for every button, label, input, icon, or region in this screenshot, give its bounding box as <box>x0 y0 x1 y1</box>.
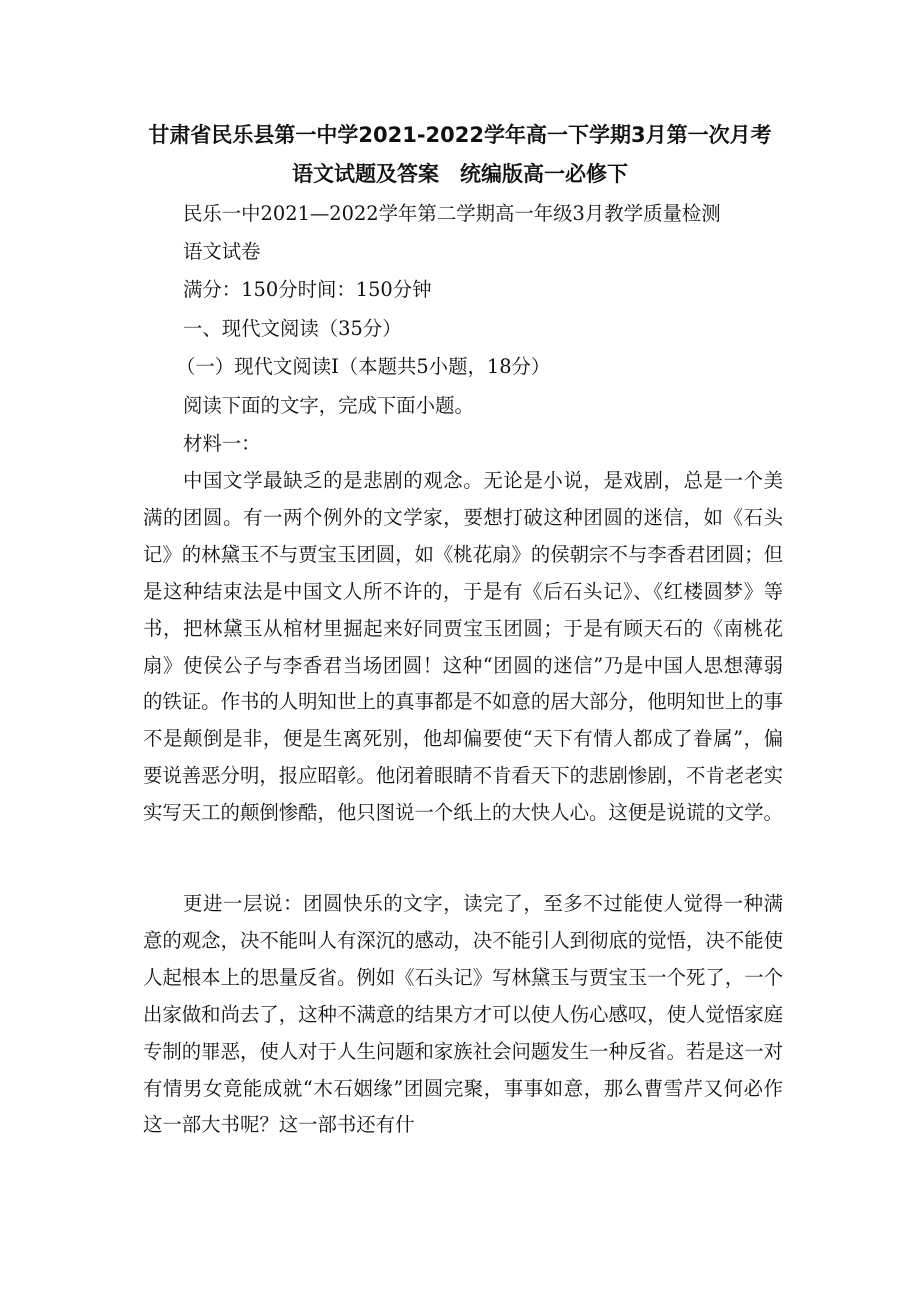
exam-subject: 语文试卷 <box>183 240 261 263</box>
material-label: 材料一： <box>183 432 261 455</box>
exam-header: 民乐一中2021—2022学年第二学期高一年级3月教学质量检测 <box>183 202 721 225</box>
document-title-line2: 语文试题及答案 统编版高一必修下 <box>292 162 628 186</box>
paragraph-1: 中国文学最缺乏的是悲剧的观念。无论是小说，是戏剧，总是一个美满的团圆。有一两个例外的文学家，要想打破这种团圆的迷信，如《石头记》的林黛玉不与贾宝玉团圆，如《桃花扇》的侯朝宗不与李香君团圆；但是这种结束法是中国文人所不许的，于是有《后石头记》、《红楼圆梦》等书，把林黛玉从棺材里掘起来好同贾宝玉团圆；于是有顾天石的《南桃花扇》使侯公子与李香君当场团圆！这种“团圆的迷信”乃是中国人思想薄弱的铁证。作书的人明知世上的真事都是不如意的居大部分，他明知世上的事不是颠倒是非，便是生离死别，他却偏要使“天下有情人都成了眷属”，偏要说善恶分明，报应昭彰。他闭着眼睛不肯看天下的悲剧惨剧，不肯老老实实写天工的颠倒惨酷，他只图说一个纸上的大快人心。这便是说谎的文学。 <box>143 469 783 825</box>
subsection-heading: （一）现代文阅读Ⅰ（本题共5小题，18分） <box>176 355 551 378</box>
reading-instruction: 阅读下面的文字，完成下面小题。 <box>183 394 474 417</box>
score-time: 满分：150分时间：150分钟 <box>183 278 432 301</box>
paragraph-2: 更进一层说：团圆快乐的文字，读完了，至多不过能使人觉得一种满意的观念，决不能叫人有深沉的感动，决不能引人到彻底的觉悟，决不能使人起根本上的思量反省。例如《石头记》写林黛玉与贾宝玉一个死了，一个出家做和尚去了，这种不满意的结果方才可以使人伤心感叹，使人觉悟家庭专制的罪恶，使人对于人生问题和家族社会问题发生一种反省。若是这一对有情男女竟能成就“木石姻缘”团圆完聚，事事如意，那么曹雪芹又何必作这一部大书呢？这一部书还有什 <box>143 892 783 1137</box>
document-title-line1: 甘肃省民乐县第一中学2021-2022学年高一下学期3月第一次月考 <box>148 123 772 147</box>
section-heading: 一、现代文阅读（35分） <box>183 317 402 340</box>
